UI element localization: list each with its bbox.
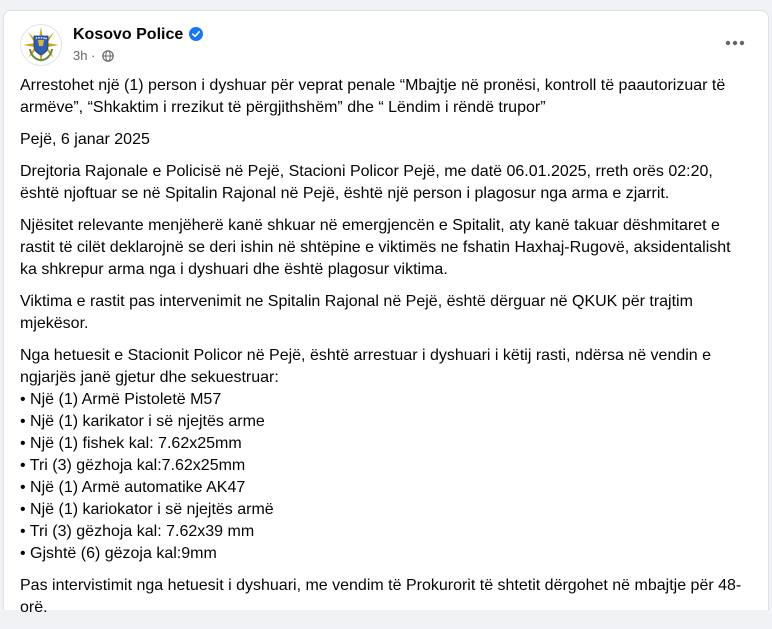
post-card xyxy=(3,10,769,616)
meta-separator: · xyxy=(91,48,96,63)
post-paragraph: Viktima e rastit pas intervenimit ne Spitalin Rajonal në Pejë, është dërguar në QKUK për trajtim mjekësor. xyxy=(20,293,693,332)
list-item: • Një (1) Armë Pistoletë M57 xyxy=(20,391,222,408)
post-text xyxy=(20,75,750,629)
post-paragraph: Drejtoria Rajonale e Policisë në Pejë, Stacioni Policor Pejë, me datë 06.01.2025, rreth orës 02:20, është njoftuar se në Spitalin Rajonal në Pejë, është një person i plagosur nga arma e zjarrit. xyxy=(20,163,713,202)
kosovo-police-emblem-icon xyxy=(21,25,61,65)
page-avatar[interactable] xyxy=(20,24,62,66)
post-headline: Arrestohet një (1) person i dyshuar për veprat penale “Mbajtje në pronësi, kontroll të paautorizuar të armëve”, “Shkaktim i rrezikut të përgjithshëm” dhe “ Lëndim i rëndë trupor” xyxy=(20,77,726,116)
list-item: • Një (1) kariokator i së njejtës armë xyxy=(20,501,274,518)
author-name[interactable]: Kosovo Police xyxy=(73,26,184,43)
list-item: • Një (1) fishek kal: 7.62x25mm xyxy=(20,435,242,452)
more-horizontal-icon xyxy=(725,40,745,46)
seized-items-list xyxy=(20,345,750,565)
list-item: • Tri (3) gëzhoja kal: 7.62x39 mm xyxy=(20,523,255,540)
list-item: • Një (1) Armë automatike AK47 xyxy=(20,479,246,496)
post-timestamp[interactable]: 3h xyxy=(73,48,88,63)
post-meta xyxy=(73,48,114,65)
list-item: • Gjshtë (6) gëzoja kal:9mm xyxy=(20,545,217,562)
globe-icon[interactable] xyxy=(102,50,114,65)
page-name[interactable] xyxy=(73,26,203,44)
list-item: • Një (1) karikator i së njejtës arme xyxy=(20,413,265,430)
verified-badge-icon xyxy=(189,27,203,41)
post-paragraph: Njësitet relevante menjëherë kanë shkuar në emergjencën e Spitalit, aty kanë takuar dëshmitaret e rastit të cilët deklarojnë se deri ishin në shtëpine e viktimës ne fshatin Haxhaj-Rugovë, aksidentalisht ka shkrepur arma nga i dyshuari dhe është plagosur viktima. xyxy=(20,217,731,278)
post-paragraph: Nga hetuesit e Stacionit Policor në Pejë, është arrestuar i dyshuari i këtij rasti, ndërsa në vendin e ngjarjës janë gjetur dhe sekuestruar: xyxy=(20,347,712,386)
post-paragraph: Pas intervistimit nga hetuesit i dyshuari, me vendim të Prokurorit të shtetit dërgohet në mbajtje për 48- orë. xyxy=(20,577,742,616)
post-place-date: Pejë, 6 janar 2025 xyxy=(20,131,150,148)
more-options-button[interactable] xyxy=(720,31,750,55)
list-item: • Tri (3) gëzhoja kal:7.62x25mm xyxy=(20,457,246,474)
